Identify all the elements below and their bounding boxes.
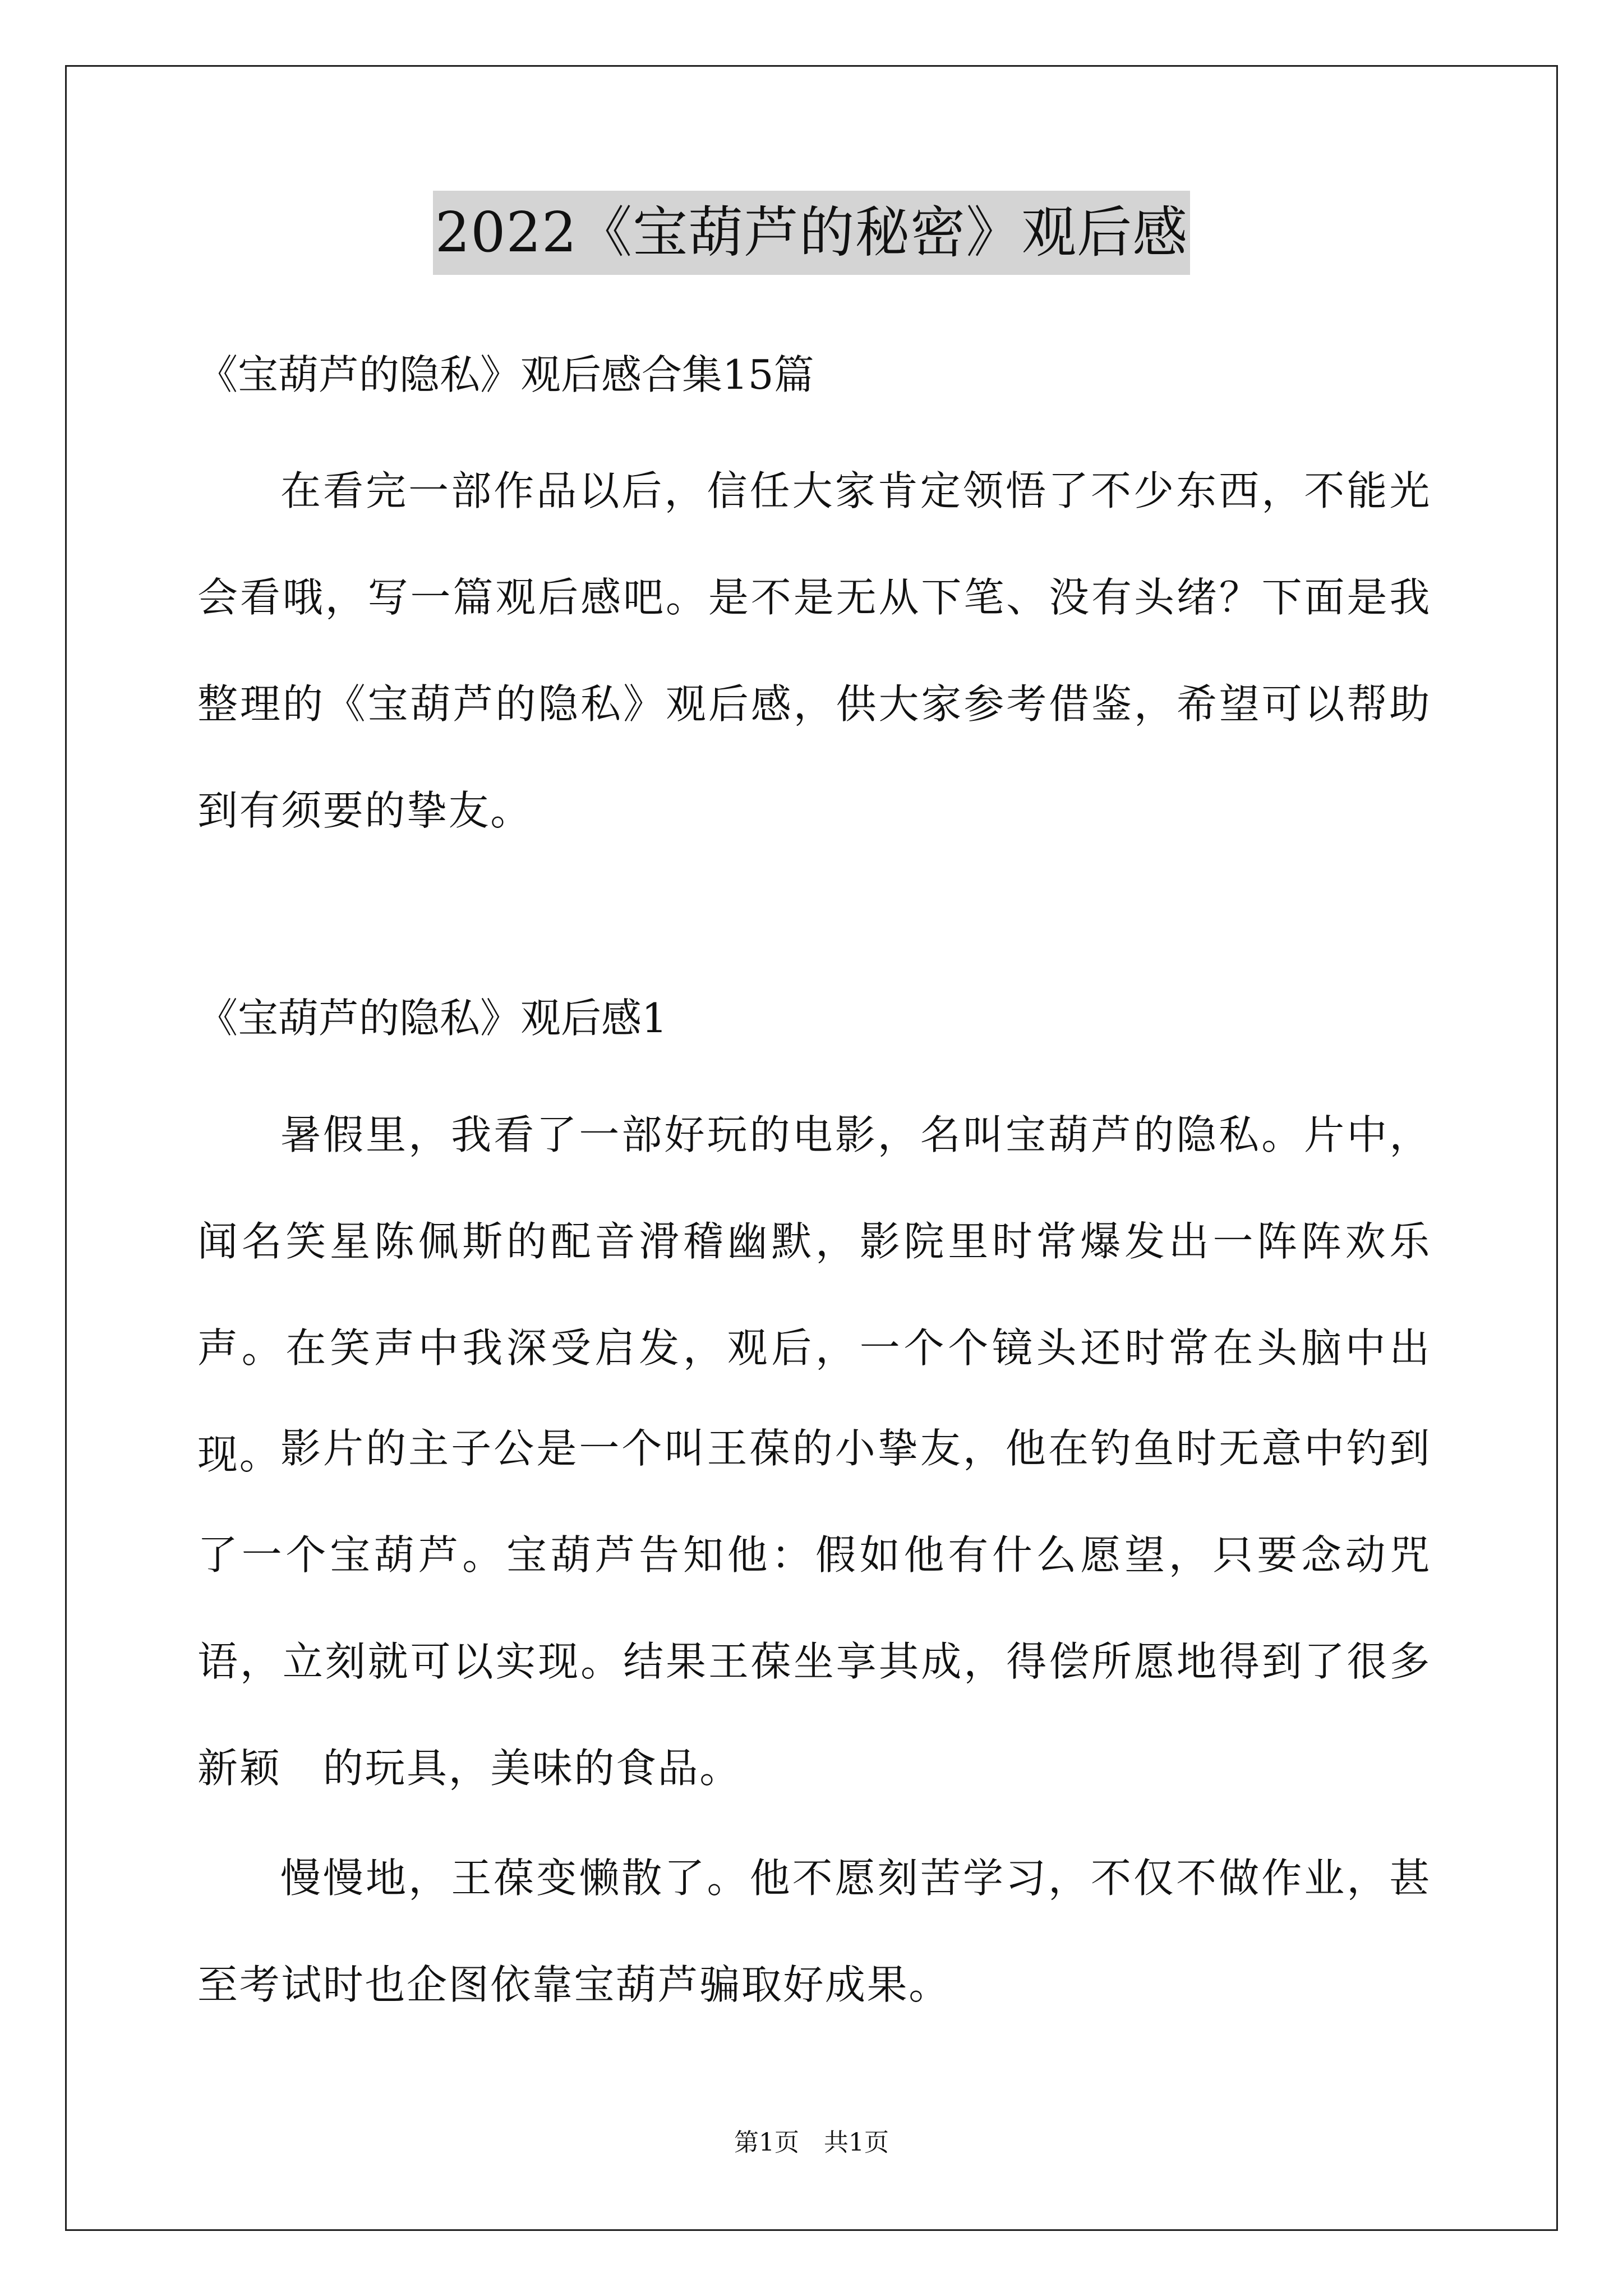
intro-paragraph: 在看完一部作品以后，信任大家肯定领悟了不少东西，不能光会看哦，写一篇观后感吧。是不是无从下笔、没有头绪？下面是我整理的《宝葫芦的隐私》观后感，供大家参考借鉴，希望可以帮助到有须要的挚友。	[197, 467, 1431, 834]
body-paragraph-1: 暑假里，我看了一部好玩的电影，名叫宝葫芦的隐私。片中，闻名笑星陈佩斯的配音滑稽幽默，影院里时常爆发出一阵阵欢乐声。在笑声中我深受启发，观后，一个个镜头还时常在头脑中出现。	[197, 1111, 1431, 1478]
page-title: 2022《宝葫芦的秘密》观后感	[433, 191, 1190, 275]
title-container	[0, 191, 1623, 275]
section-heading: 《宝葫芦的隐私》观后感1	[197, 995, 667, 1042]
page-footer: 第1页 共1页	[734, 2128, 889, 2157]
body-paragraph-3: 慢慢地，王葆变懒散了。他不愿刻苦学习，不仅不做作业，甚至考试时也企图依靠宝葫芦骗取好成果。	[197, 1855, 1431, 2008]
collection-heading: 《宝葫芦的隐私》观后感合集15篇	[197, 351, 814, 398]
body-paragraph-2: 影片的主子公是一个叫王葆的小挚友，他在钓鱼时无意中钓到了一个宝葫芦。宝葫芦告知他：假如他有什么愿望，只要念动咒语，立刻就可以实现。结果王葆坐享其成，得偿所愿地得到了很多新颖 的玩具，美味的食品。	[197, 1425, 1431, 1792]
